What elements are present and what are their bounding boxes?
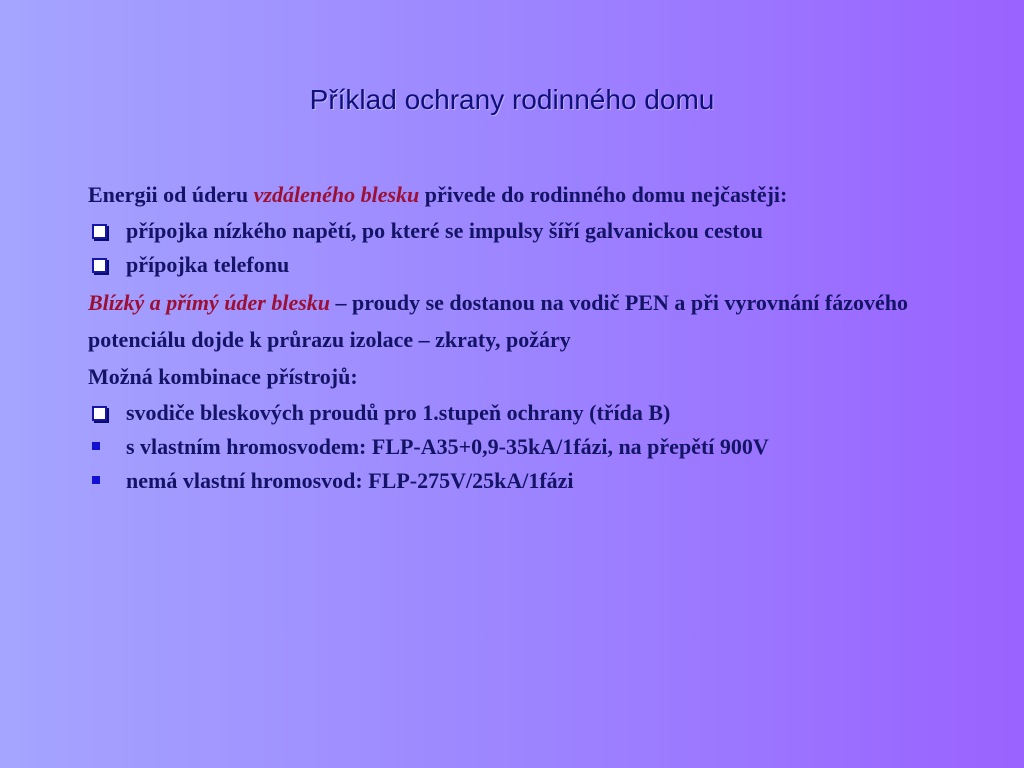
- checkbox-bullet-icon: [92, 224, 107, 239]
- paragraph-direct-lightning: [88, 284, 948, 358]
- paragraph-text: – proudy se dostanou na vodič PEN a při vyrovnání fázového potenciálu dojde k průrazu izolace – zkraty, požáry: [88, 290, 909, 352]
- list-item-text: s vlastním hromosvodem: FLP-A35+0,9-35kA/1fázi, na přepětí 900V: [126, 434, 769, 459]
- list-item: [88, 398, 948, 428]
- slide-title: Příklad ochrany rodinného domu: [309, 84, 715, 115]
- emphasis-direct-lightning: Blízký a přímý úder blesku: [88, 290, 331, 315]
- list-item-text: svodiče bleskových proudů pro 1.stupeň ochrany (třída B): [126, 400, 671, 425]
- paragraph-text: přivede do rodinného domu nejčastěji:: [419, 182, 788, 207]
- square-bullet-icon: [92, 442, 100, 450]
- paragraph-device-combination: Možná kombinace přístrojů:: [88, 364, 358, 389]
- list-item-text: přípojka telefonu: [126, 252, 290, 277]
- paragraph-distant-lightning: [88, 176, 948, 213]
- list-item: [88, 216, 948, 246]
- list-item: [88, 432, 948, 462]
- slide-content: [88, 176, 948, 500]
- paragraph-text: Energii od úderu: [88, 182, 254, 207]
- list-item-text: přípojka nízkého napětí, po které se impulsy šíří galvanickou cestou: [126, 218, 763, 243]
- checkbox-bullet-icon: [92, 406, 107, 421]
- list-item-text: nemá vlastní hromosvod: FLP-275V/25kA/1fázi: [126, 468, 574, 493]
- square-bullet-icon: [92, 476, 100, 484]
- checkbox-bullet-icon: [92, 258, 107, 273]
- list-item: [88, 250, 948, 280]
- list-item: [88, 466, 948, 496]
- emphasis-distant-lightning: vzdáleného blesku: [253, 182, 420, 207]
